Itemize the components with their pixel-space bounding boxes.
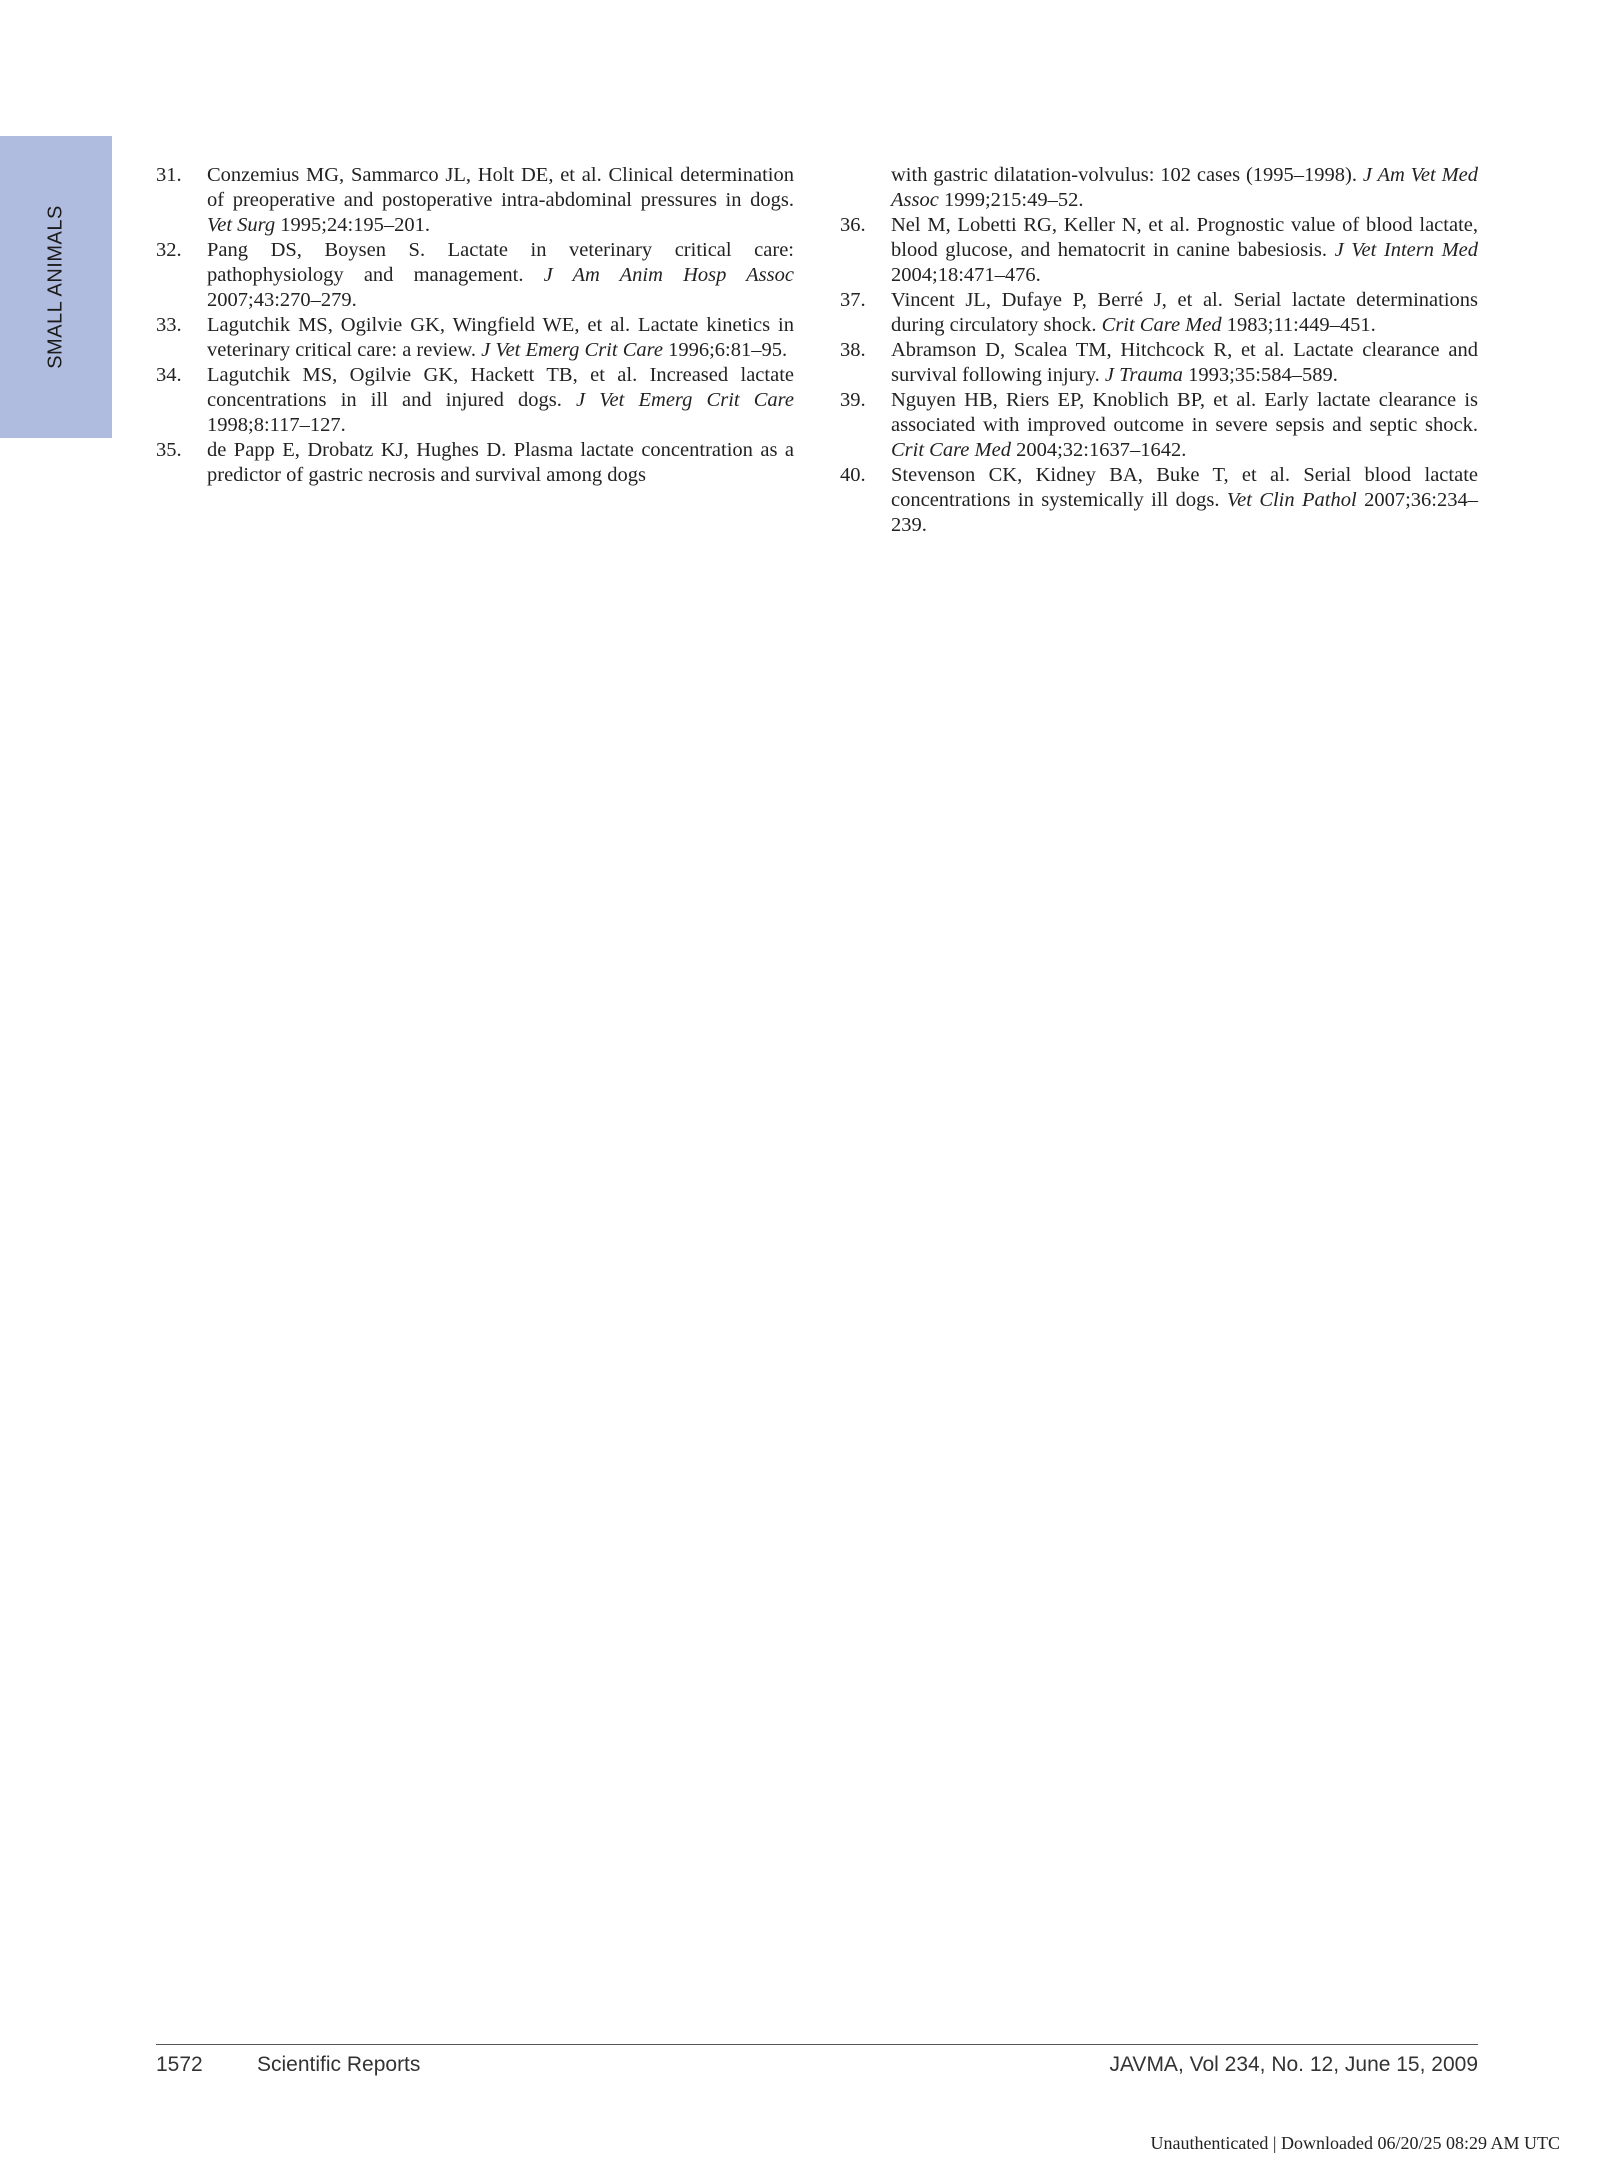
reference-31: 31. Conzemius MG, Sammarco JL, Holt DE, et al. Clinical determination of preoperative and postoperative intra-abdominal pressures in dogs. Vet Surg 1995;24:195–201. <box>156 164 794 236</box>
references-left-column <box>156 163 794 488</box>
section-tab <box>0 136 112 438</box>
reference-32: 32. Pang DS, Boysen S. Lactate in veterinary critical care: pathophysiology and management. J Am Anim Hosp Assoc 2007;43:270–279. <box>156 239 794 311</box>
reference-35-continued: with gastric dilatation-volvulus: 102 cases (1995–1998). J Am Vet Med Assoc 1999;215:49–52. <box>891 164 1478 211</box>
journal-issue: JAVMA, Vol 234, No. 12, June 15, 2009 <box>1109 2053 1478 2076</box>
references-right-column <box>840 163 1478 538</box>
section-name: Scientific Reports <box>257 2053 421 2076</box>
reference-36: 36. Nel M, Lobetti RG, Keller N, et al. Prognostic value of blood lactate, blood glucose, and hematocrit in canine babesiosis. J Vet Intern Med 2004;18:471–476. <box>840 214 1479 286</box>
download-notice: Unauthenticated | Downloaded 06/20/25 08:29 AM UTC <box>1150 2133 1560 2153</box>
page-number: 1572 <box>156 2053 203 2076</box>
section-tab-label: SMALL ANIMALS <box>44 205 67 369</box>
reference-33: 33. Lagutchik MS, Ogilvie GK, Wingfield WE, et al. Lactate kinetics in veterinary critical care: a review. J Vet Emerg Crit Care 1996;6:81–95. <box>156 314 794 361</box>
footer-divider <box>156 2044 1478 2045</box>
reference-37: 37. Vincent JL, Dufaye P, Berré J, et al. Serial lactate determinations during circulatory shock. Crit Care Med 1983;11:449–451. <box>840 289 1478 336</box>
reference-35: 35. de Papp E, Drobatz KJ, Hughes D. Plasma lactate concentration as a predictor of gastric necrosis and survival among dogs <box>156 439 794 486</box>
reference-34: 34. Lagutchik MS, Ogilvie GK, Hackett TB, et al. Increased lactate concentrations in ill and injured dogs. J Vet Emerg Crit Care 1998;8:117–127. <box>156 364 794 436</box>
reference-40: 40. Stevenson CK, Kidney BA, Buke T, et al. Serial blood lactate concentrations in systemically ill dogs. Vet Clin Pathol 2007;36:234–239. <box>840 464 1478 536</box>
reference-38: 38. Abramson D, Scalea TM, Hitchcock R, et al. Lactate clearance and survival following injury. J Trauma 1993;35:584–589. <box>840 339 1478 386</box>
reference-39: 39. Nguyen HB, Riers EP, Knoblich BP, et al. Early lactate clearance is associated with improved outcome in severe sepsis and septic shock. Crit Care Med 2004;32:1637–1642. <box>840 389 1478 461</box>
